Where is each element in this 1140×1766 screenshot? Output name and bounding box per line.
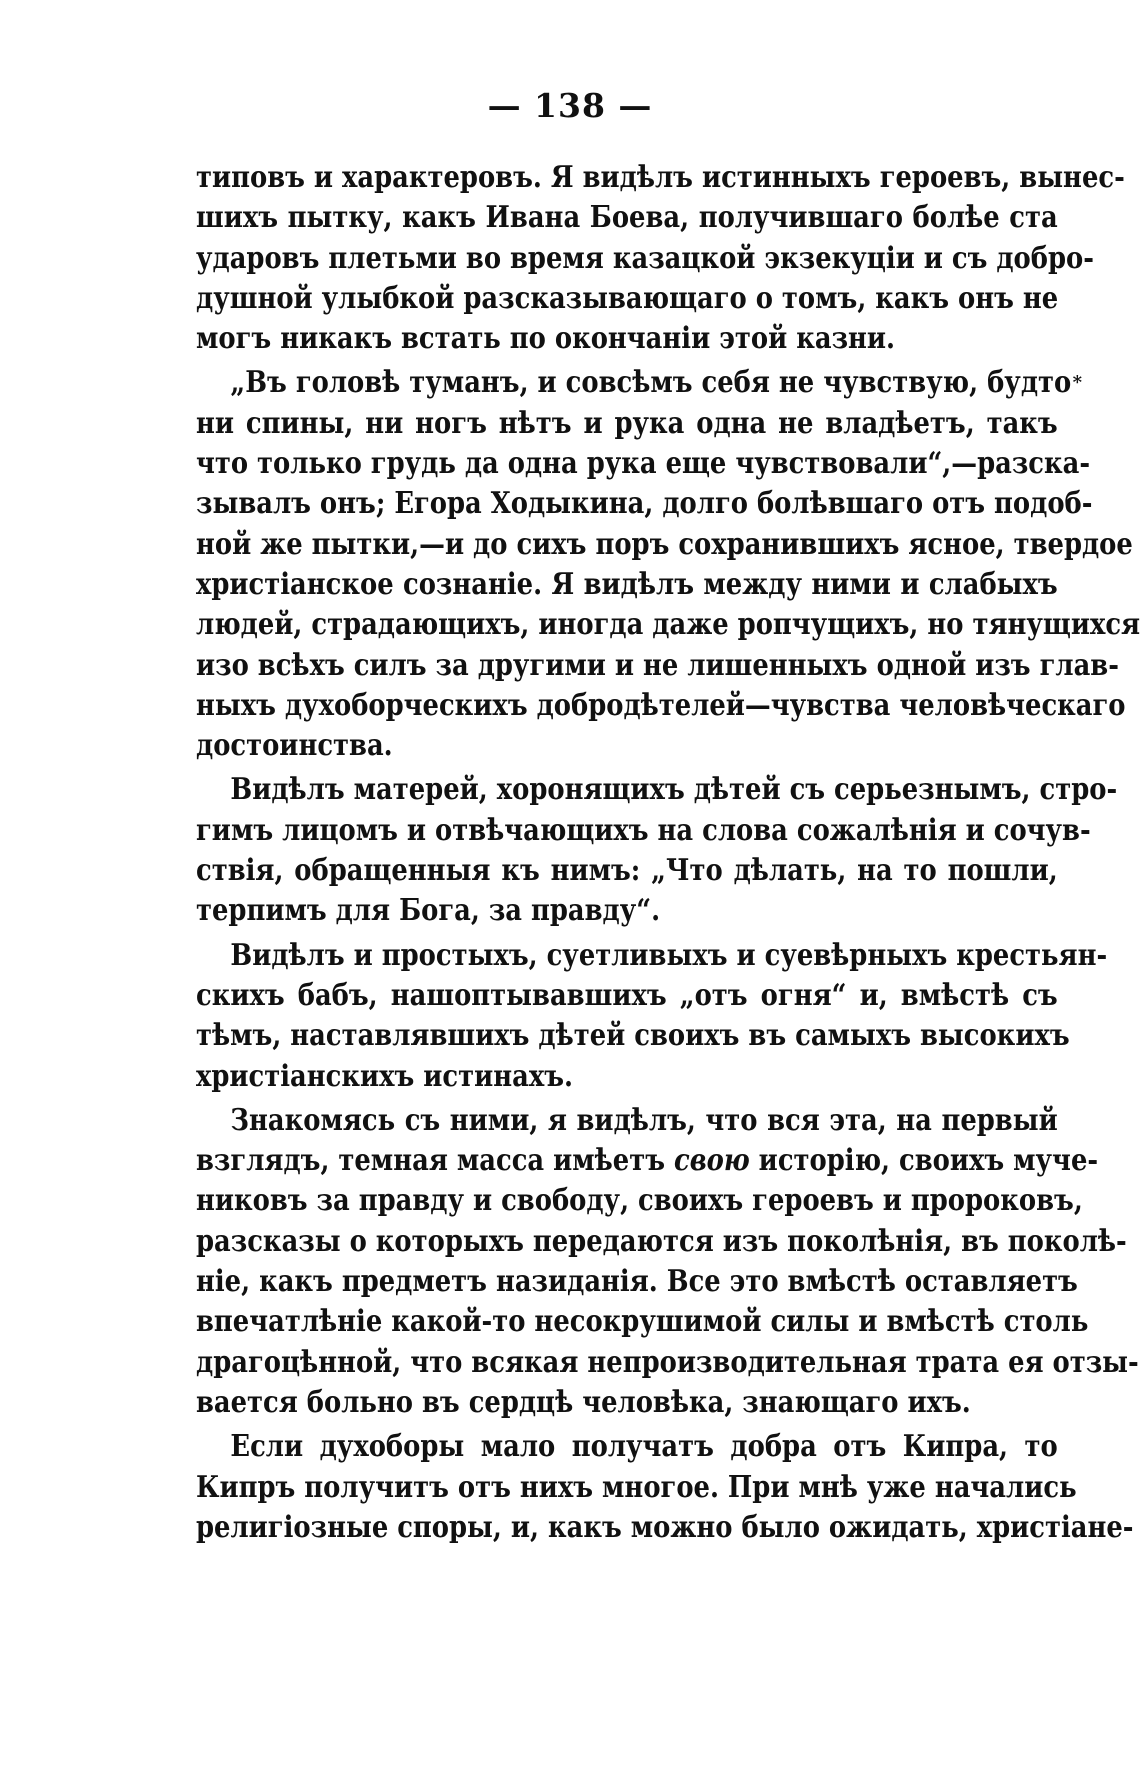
text-line: разсказы о которыхъ передаются изъ поколѣнія, въ поколѣ-: [196, 1223, 1127, 1259]
text-line: Знакомясь съ ними, я видѣлъ, что вся эта, на первый: [230, 1102, 1058, 1138]
text-line: вается больно въ сердцѣ человѣка, знающаго ихъ.: [196, 1384, 971, 1420]
text-line: Кипръ получитъ отъ нихъ многое. При мнѣ уже начались: [196, 1469, 1077, 1505]
text-line: скихъ бабъ, нашоптывавшихъ „отъ огня“ и, вмѣстѣ съ: [196, 977, 1058, 1013]
text-line: шихъ пытку, какъ Ивана Боева, получившаго болѣе ста: [196, 200, 1058, 236]
text-line: зывалъ онъ; Егора Ходыкина, долго болѣвшаго отъ подоб-: [196, 486, 1093, 522]
margin-mark: *: [1072, 372, 1082, 393]
text-line: терпимъ для Бога, за правду“.: [196, 893, 661, 929]
page-number: — 138 —: [487, 86, 653, 125]
text-line: Видѣлъ матерей, хоронящихъ дѣтей съ серьезнымъ, стро-: [230, 772, 1118, 808]
text-line: Если духоборы мало получатъ добра отъ Кипра, то: [230, 1429, 1058, 1465]
text-line: [196, 1141, 1099, 1181]
text-line: впечатлѣніе какой-то несокрушимой силы и вмѣстѣ столь: [196, 1304, 1089, 1340]
text-line: ствія, обращенныя къ нимъ: „Что дѣлать, на то пошли,: [196, 853, 1058, 889]
text-segment: своихъ муче-: [898, 1143, 1099, 1179]
text-line: христіанскихъ истинахъ.: [196, 1058, 574, 1094]
text-line: ной же пытки,—и до сихъ поръ сохранившихъ ясное, твердое: [196, 526, 1133, 562]
text-line: ніе, какъ предметъ назиданія. Все это вмѣстѣ оставляетъ: [196, 1264, 1078, 1300]
text-line: Видѣлъ и простыхъ, суетливыхъ и суевѣрныхъ крестьян-: [230, 937, 1108, 973]
text-line: что только грудь да одна рука еще чувствовали“,—разска-: [196, 446, 1091, 482]
text-line: достоинства.: [196, 728, 393, 764]
text-segment: взглядъ, темная масса имѣетъ: [196, 1143, 665, 1179]
text-line: душной улыбкой разсказывающаго о томъ, какъ онъ не: [196, 280, 1059, 316]
text-line: ни спины, ни ногъ нѣтъ и рука одна не владѣетъ, такъ: [196, 405, 1058, 441]
text-line: могъ никакъ встать по окончаніи этой казни.: [196, 321, 896, 357]
text-line: христіанское сознаніе. Я видѣлъ между ними и слабыхъ: [196, 566, 1058, 602]
body-text: [196, 158, 1140, 1548]
text-line: гимъ лицомъ и отвѣчающихъ на слова сожалѣнія и сочув-: [196, 812, 1091, 848]
text-line: тѣмъ, наставлявшихъ дѣтей своихъ въ самыхъ высокихъ: [196, 1018, 1070, 1054]
text-line: типовъ и характеровъ. Я видѣлъ истинныхъ героевъ, вынес-: [196, 160, 1125, 195]
text-line: никовъ за правду и свободу, своихъ героевъ и пророковъ,: [196, 1183, 1083, 1219]
text-line: религіозные споры, и, какъ можно было ожидать, христіане-: [196, 1509, 1134, 1545]
text-line: драгоцѣнной, что всякая непроизводительная трата ея отзы-: [196, 1344, 1139, 1380]
text-line: „Въ головѣ туманъ, и совсѣмъ себя не чувствую, будто: [230, 365, 1072, 401]
emphasis-word: свою: [673, 1143, 750, 1179]
text-segment: исторію,: [758, 1143, 891, 1179]
text-line: изо всѣхъ силъ за другими и не лишенныхъ одной изъ глав-: [196, 647, 1119, 683]
text-line: людей, страдающихъ, иногда даже ропчущихъ, но тянущихся: [196, 607, 1140, 643]
text-line: ударовъ плетьми во время казацкой экзекуціи и съ добро-: [196, 240, 1094, 276]
text-line: ныхъ духоборческихъ добродѣтелей—чувства человѣческаго: [196, 687, 1126, 723]
